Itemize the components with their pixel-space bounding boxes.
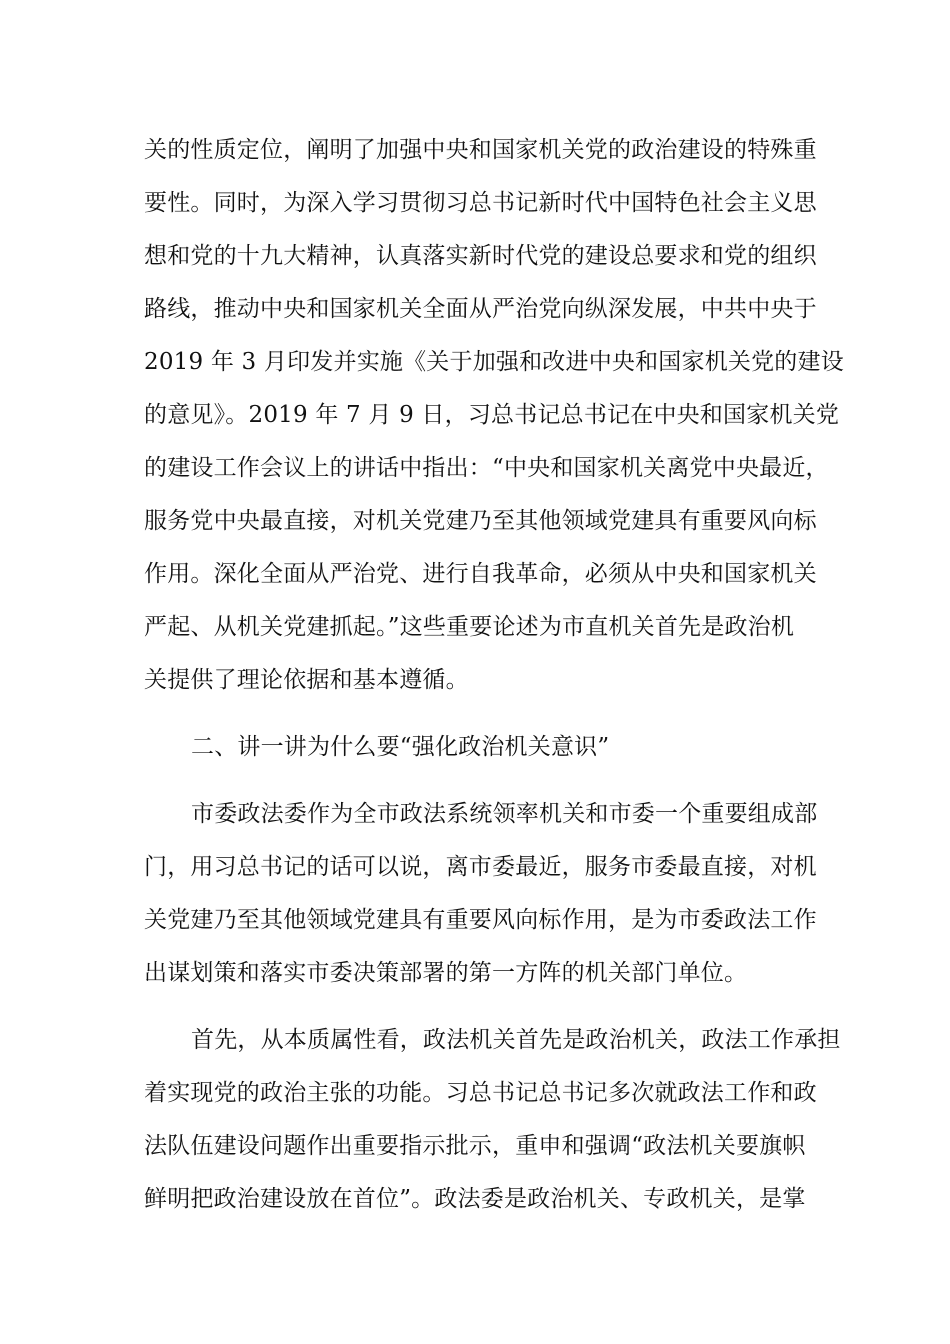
paragraph-line: 服务党中央最直接，对机关党建乃至其他领域党建具有重要风向标	[144, 508, 817, 534]
paragraph-line: 首先，从本质属性看，政法机关首先是政治机关，政法工作承担	[191, 1027, 841, 1053]
paragraph-line: 的意见》。2019 年 7 月 9 日，习总书记总书记在中央和国家机关党	[144, 402, 840, 428]
paragraph-line: 要性。同时，为深入学习贯彻习总书记新时代中国特色社会主义思	[144, 190, 817, 216]
paragraph-line: 关党建乃至其他领域党建具有重要风向标作用，是为市委政法工作	[144, 907, 817, 933]
paragraph-line: 作用。深化全面从严治党、进行自我革命，必须从中央和国家机关	[144, 561, 817, 587]
paragraph-line: 门，用习总书记的话可以说，离市委最近，服务市委最直接，对机	[144, 854, 817, 880]
paragraph-line: 出谋划策和落实市委决策部署的第一方阵的机关部门单位。	[144, 960, 748, 986]
paragraph-line: 想和党的十九大精神，认真落实新时代党的建设总要求和党的组织	[144, 243, 817, 269]
paragraph-line: 严起、从机关党建抓起。”这些重要论述为市直机关首先是政治机	[144, 614, 795, 640]
paragraph-line: 鲜明把政治建设放在首位”。政法委是政治机关、专政机关，是掌	[144, 1186, 806, 1212]
paragraph-line: 关的性质定位，阐明了加强中央和国家机关党的政治建设的特殊重	[144, 137, 817, 163]
paragraph-line: 路线，推动中央和国家机关全面从严治党向纵深发展，中共中央于	[144, 296, 817, 322]
paragraph-line: 着实现党的政治主张的功能。习总书记总书记多次就政法工作和政	[144, 1080, 817, 1106]
section-heading: 二、讲一讲为什么要“强化政治机关意识”	[191, 734, 610, 760]
paragraph-line: 市委政法委作为全市政法系统领率机关和市委一个重要组成部	[191, 801, 818, 827]
paragraph-line: 的建设工作会议上的讲话中指出：“中央和国家机关离党中央最近，	[144, 455, 829, 481]
paragraph-line: 法队伍建设问题作出重要指示批示，重申和强调“政法机关要旗帜	[144, 1133, 806, 1159]
paragraph-line: 关提供了理论依据和基本遵循。	[144, 667, 469, 693]
paragraph-line: 2019 年 3 月印发并实施《关于加强和改进中央和国家机关党的建设	[144, 349, 844, 375]
